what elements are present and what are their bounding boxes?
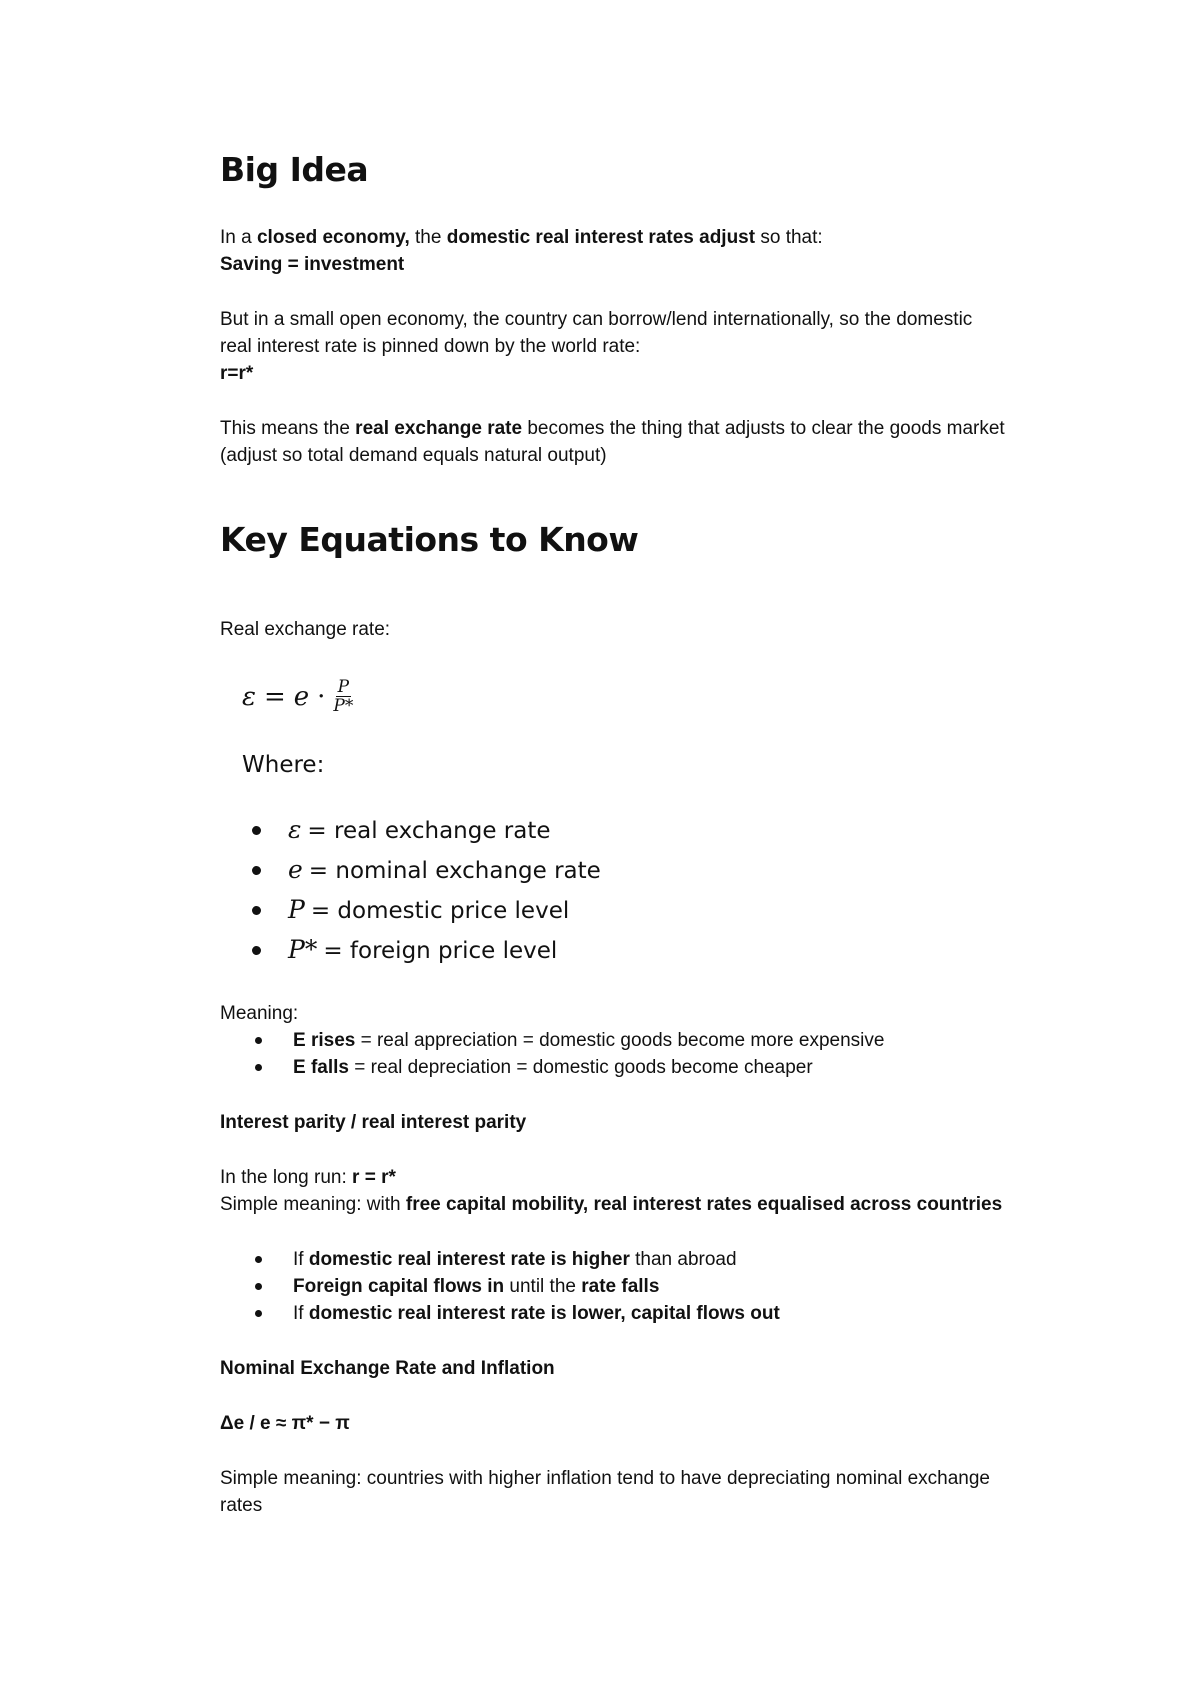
list-item: E rises = real appreciation = domestic goods become more expensive (253, 1027, 884, 1054)
price-ratio-fraction: $\frac{P}{P*}$ (333, 677, 354, 716)
list-item: Foreign capital flows in until the rate falls (253, 1273, 780, 1300)
world-rate-equation: r=r* (220, 363, 254, 384)
paragraph-real-exchange-rate: This means the real exchange rate becomes the thing that adjusts to clear the goods market (220, 418, 1005, 439)
definition-item: P* = foreign price level (250, 930, 601, 970)
simple-meaning-parity: Simple meaning: with free capital mobility, real interest rates equalised across countries (220, 1194, 1003, 1215)
meaning-list (253, 1027, 884, 1081)
list-item: If domestic real interest rate is higher than abroad (253, 1246, 780, 1273)
definition-item: ε = real exchange rate (250, 810, 601, 850)
simple-meaning-inflation-line2: rates (220, 1495, 263, 1516)
long-run-line: In the long run: r = r* (220, 1167, 396, 1188)
real-exchange-rate-formula: ε = e · $\frac{P}{P*}$ (242, 677, 354, 716)
simple-meaning-inflation-line1: Simple meaning: countries with higher inflation tend to have depreciating nominal exchange (220, 1468, 990, 1489)
paragraph-open-economy-line2: real interest rate is pinned down by the world rate: (220, 336, 641, 357)
list-item: E falls = real depreciation = domestic goods become cheaper (253, 1054, 884, 1081)
definition-item: P = domestic price level (250, 890, 601, 930)
parity-list (253, 1246, 780, 1327)
heading-key-equations: Key Equations to Know (220, 520, 639, 559)
meaning-label: Meaning: (220, 1003, 299, 1024)
nominal-exchange-equation: Δe / e ≈ π* − π (220, 1413, 350, 1434)
interest-parity-heading: Interest parity / real interest parity (220, 1112, 527, 1133)
saving-equals-investment: Saving = investment (220, 254, 405, 275)
heading-big-idea: Big Idea (220, 150, 369, 189)
real-exchange-rate-label: Real exchange rate: (220, 619, 391, 640)
paragraph-real-exchange-rate-line2: (adjust so total demand equals natural output) (220, 445, 607, 466)
symbol-definitions-list (250, 810, 601, 970)
nominal-exchange-heading: Nominal Exchange Rate and Inflation (220, 1358, 555, 1379)
where-label: Where: (242, 752, 325, 778)
definition-item: e = nominal exchange rate (250, 850, 601, 890)
paragraph-closed-economy: In a closed economy, the domestic real interest rates adjust so that: (220, 227, 823, 248)
list-item: If domestic real interest rate is lower, capital flows out (253, 1300, 780, 1327)
paragraph-open-economy-line1: But in a small open economy, the country can borrow/lend internationally, so the domestic (220, 309, 973, 330)
